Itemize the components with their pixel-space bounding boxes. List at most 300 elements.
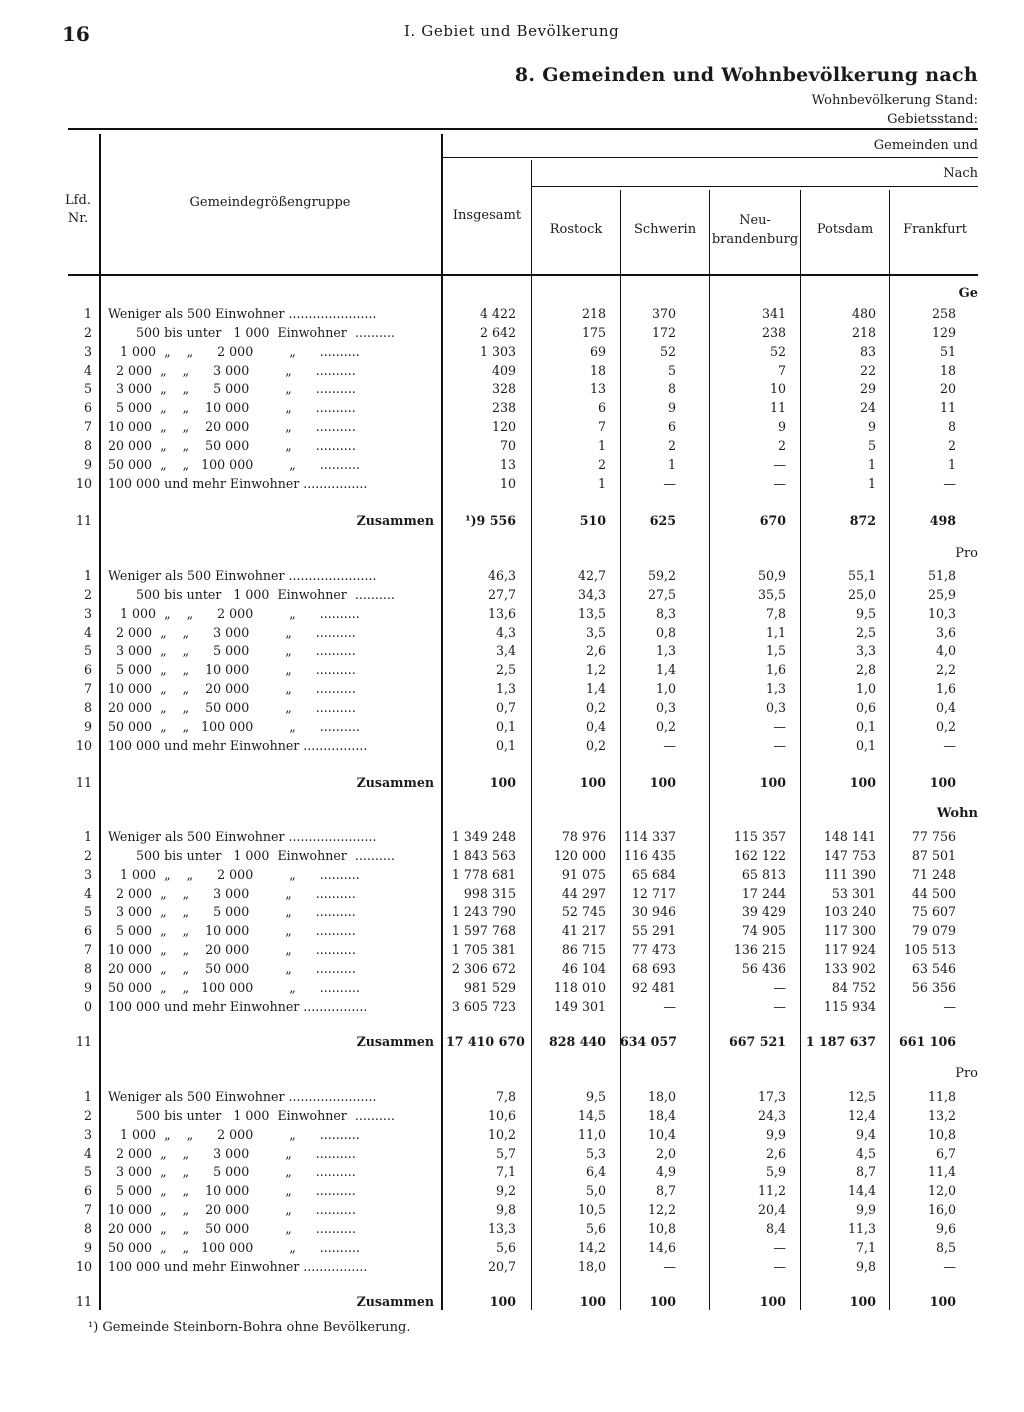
row-label: 2 000 „ „ 3 000 „ .......... — [108, 624, 356, 640]
cell-neu: 162 122 — [733, 847, 786, 863]
total-cell-fra: 100 — [929, 1294, 956, 1309]
cell-ins: 1 778 681 — [451, 866, 516, 882]
row-number: 2 — [83, 1107, 92, 1123]
cell-sch: 12 717 — [631, 885, 676, 901]
cell-pot: 1 — [867, 475, 876, 491]
cell-sch: 116 435 — [623, 847, 676, 863]
cell-fra: 105 513 — [903, 942, 956, 958]
total-cell-neu: 670 — [759, 513, 786, 528]
cell-pot: 83 — [859, 343, 876, 359]
cell-ros: 42,7 — [577, 568, 606, 583]
cell-ros: 11,0 — [577, 1126, 606, 1142]
cell-ins: 0,7 — [495, 699, 516, 715]
cell-ins: 1,3 — [495, 681, 516, 697]
cell-sch: 65 684 — [631, 866, 676, 882]
row-label: 1 000 „ „ 2 000 „ .......... — [108, 1126, 360, 1142]
cell-neu: 1,3 — [765, 681, 786, 697]
cell-ins: 13,3 — [487, 1220, 516, 1236]
row-label: Weniger als 500 Einwohner ...................... — [108, 568, 377, 583]
cell-ros: 91 075 — [561, 866, 606, 882]
row-label: 3 000 „ „ 5 000 „ .......... — [108, 381, 356, 397]
subtitle-gebietsstand: Gebietsstand: — [887, 112, 978, 127]
header-frankfurt: Frankfurt — [903, 222, 967, 237]
cell-pot: 0,1 — [855, 737, 876, 753]
cell-ros: 175 — [581, 324, 606, 340]
cell-pot: 9,9 — [855, 1202, 876, 1218]
row-label: 500 bis unter 1 000 Einwohner .......... — [108, 847, 395, 863]
cell-fra: 2,2 — [935, 662, 956, 678]
cell-ros: 86 715 — [561, 942, 606, 958]
cell-sch: 18,0 — [647, 1089, 676, 1104]
cell-sch: 8,3 — [655, 605, 676, 621]
cell-fra: 79 079 — [911, 923, 956, 939]
row-number: 5 — [83, 643, 92, 659]
cell-fra: 129 — [931, 324, 956, 340]
cell-ins: 328 — [491, 381, 516, 397]
cell-fra: 77 756 — [911, 829, 956, 844]
cell-sch: 68 693 — [631, 960, 676, 976]
cell-pot: 7,1 — [855, 1239, 876, 1255]
row-label: 100 000 und mehr Einwohner ................ — [108, 1258, 368, 1274]
cell-ros: 6,4 — [585, 1164, 606, 1180]
section-heading: Pro — [955, 546, 978, 561]
row-number: 1 — [83, 1089, 92, 1104]
cell-sch: 0,8 — [655, 624, 676, 640]
table-row — [0, 865, 1024, 884]
table-title: 8. Gemeinden und Wohnbevölkerung nach — [514, 64, 978, 86]
cell-pot: 12,4 — [847, 1107, 876, 1123]
cell-pot: 84 752 — [831, 979, 876, 995]
total-cell-sch: 634 057 — [620, 1034, 677, 1049]
cell-ros: 118 010 — [553, 979, 606, 995]
cell-fra: 4,0 — [935, 643, 956, 659]
cell-ins: 1 597 768 — [451, 923, 516, 939]
cell-fra: 51 — [939, 343, 956, 359]
total-cell-neu: 667 521 — [729, 1034, 786, 1049]
cell-fra: 44 500 — [911, 885, 956, 901]
cell-ins: 0,1 — [495, 737, 516, 753]
cell-pot: 0,1 — [855, 718, 876, 734]
cell-fra: 13,2 — [927, 1107, 956, 1123]
table-row — [0, 641, 1024, 660]
cell-ros: 69 — [589, 343, 606, 359]
header-gemeindegroessengruppe: Gemeindegrößengruppe — [189, 195, 351, 210]
row-number: 5 — [83, 381, 92, 397]
cell-ros: 0,4 — [585, 718, 606, 734]
table-row — [0, 902, 1024, 921]
cell-neu: 9,9 — [765, 1126, 786, 1142]
total-cell-fra: 661 106 — [899, 1034, 956, 1049]
total-cell-ins: 100 — [489, 775, 516, 790]
row-number: 8 — [83, 699, 92, 715]
cell-ins: 3,4 — [495, 643, 516, 659]
cell-sch: 59,2 — [647, 568, 676, 583]
row-number: 3 — [83, 866, 92, 882]
cell-ros: 52 745 — [561, 904, 606, 920]
total-cell-sch: 100 — [649, 1294, 676, 1309]
table-row — [0, 623, 1024, 642]
total-row — [0, 511, 1024, 530]
cell-ros: 46 104 — [561, 960, 606, 976]
cell-ins: 2 642 — [479, 324, 516, 340]
cell-sch: 77 473 — [631, 942, 676, 958]
cell-pot: 2,8 — [855, 662, 876, 678]
cell-neu: — — [773, 718, 786, 734]
row-label: 10 000 „ „ 20 000 „ .......... — [108, 942, 356, 958]
cell-sch: 10,8 — [647, 1220, 676, 1236]
cell-pot: 29 — [859, 381, 876, 397]
cell-sch: 114 337 — [623, 829, 676, 844]
row-number: 6 — [83, 1183, 92, 1199]
total-cell-ros: 100 — [579, 775, 606, 790]
cell-ros: 14,2 — [577, 1239, 606, 1255]
row-number: 4 — [83, 885, 92, 901]
row-number: 0 — [83, 998, 92, 1014]
cell-sch: 92 481 — [631, 979, 676, 995]
header-neubrandenburg-line2: brandenburg — [711, 232, 799, 247]
table-row — [0, 304, 1024, 323]
table-row — [0, 379, 1024, 398]
cell-ins: 5,7 — [495, 1145, 516, 1161]
cell-pot: 117 924 — [823, 942, 876, 958]
cell-sch: 18,4 — [647, 1107, 676, 1123]
table-row — [0, 1238, 1024, 1257]
cell-neu: 115 357 — [733, 829, 786, 844]
total-cell-neu: 100 — [759, 775, 786, 790]
cell-ros: 41 217 — [561, 923, 606, 939]
cell-neu: — — [773, 737, 786, 753]
cell-ros: 1,4 — [585, 681, 606, 697]
cell-sch: 370 — [651, 306, 676, 321]
cell-pot: 0,6 — [855, 699, 876, 715]
total-cell-ins: ¹)9 556 — [465, 513, 516, 528]
cell-pot: 9,5 — [855, 605, 876, 621]
header-sub-rule-2 — [532, 186, 978, 187]
header-potsdam: Potsdam — [816, 222, 874, 237]
row-number: 2 — [83, 324, 92, 340]
cell-ins: 5,6 — [495, 1239, 516, 1255]
row-number: 8 — [83, 1220, 92, 1236]
cell-neu: — — [773, 1239, 786, 1255]
cell-fra: 1,6 — [935, 681, 956, 697]
cell-ros: 2 — [597, 456, 606, 472]
row-number: 9 — [83, 456, 92, 472]
cell-fra: 10,8 — [927, 1126, 956, 1142]
row-label: 1 000 „ „ 2 000 „ .......... — [108, 343, 360, 359]
cell-fra: 51,8 — [927, 568, 956, 583]
total-cell-ins: 17 410 670 — [446, 1034, 525, 1049]
row-label: 5 000 „ „ 10 000 „ .......... — [108, 400, 356, 416]
total-cell-sch: 100 — [649, 775, 676, 790]
row-number: 10 — [75, 475, 92, 491]
cell-ins: 13,6 — [487, 605, 516, 621]
cell-ros: 10,5 — [577, 1202, 606, 1218]
row-label: 5 000 „ „ 10 000 „ .......... — [108, 923, 356, 939]
table-row — [0, 474, 1024, 493]
header-nr: Nr. — [67, 211, 89, 226]
cell-fra: 0,4 — [935, 699, 956, 715]
cell-fra: 3,6 — [935, 624, 956, 640]
cell-pot: 14,4 — [847, 1183, 876, 1199]
cell-pot: 147 753 — [823, 847, 876, 863]
cell-ins: 120 — [491, 419, 516, 435]
header-neubrandenburg-line1: Neu- — [739, 213, 771, 228]
cell-fra: 18 — [939, 362, 956, 378]
cell-ins: 7,1 — [495, 1164, 516, 1180]
header-nach: Nach — [943, 166, 978, 181]
cell-neu: 8,4 — [765, 1220, 786, 1236]
cell-fra: 1 — [947, 456, 956, 472]
row-number: 6 — [83, 662, 92, 678]
table-row — [0, 1144, 1024, 1163]
row-number: 5 — [83, 1164, 92, 1180]
cell-ins: 10,6 — [487, 1107, 516, 1123]
total-label: Zusammen — [356, 513, 434, 528]
table-row — [0, 361, 1024, 380]
cell-fra: 2 — [947, 437, 956, 453]
cell-fra: 11,4 — [927, 1164, 956, 1180]
cell-fra: 25,9 — [927, 586, 956, 602]
cell-pot: 2,5 — [855, 624, 876, 640]
cell-fra: 11,8 — [927, 1089, 956, 1104]
cell-neu: 24,3 — [757, 1107, 786, 1123]
row-label: 3 000 „ „ 5 000 „ .......... — [108, 643, 356, 659]
cell-pot: 24 — [859, 400, 876, 416]
row-number: 9 — [83, 1239, 92, 1255]
row-label: 20 000 „ „ 50 000 „ .......... — [108, 699, 356, 715]
table-row — [0, 959, 1024, 978]
cell-neu: 17,3 — [757, 1089, 786, 1104]
row-number: 4 — [83, 624, 92, 640]
cell-fra: 16,0 — [927, 1202, 956, 1218]
table-row — [0, 1125, 1024, 1144]
cell-sch: 1,3 — [655, 643, 676, 659]
row-number: 1 — [83, 568, 92, 583]
table-row — [0, 827, 1024, 846]
table-row — [0, 1200, 1024, 1219]
row-label: Weniger als 500 Einwohner ...................... — [108, 306, 377, 321]
row-number: 11 — [75, 1034, 92, 1049]
row-label: 1 000 „ „ 2 000 „ .......... — [108, 866, 360, 882]
cell-pot: 1,0 — [855, 681, 876, 697]
cell-neu: 50,9 — [757, 568, 786, 583]
cell-ros: 5,3 — [585, 1145, 606, 1161]
cell-ins: 7,8 — [495, 1089, 516, 1104]
cell-neu: 39 429 — [741, 904, 786, 920]
row-number: 9 — [83, 718, 92, 734]
header-insgesamt: Insgesamt — [452, 208, 522, 223]
cell-ros: 13,5 — [577, 605, 606, 621]
row-label: 2 000 „ „ 3 000 „ .......... — [108, 1145, 356, 1161]
cell-neu: 7,8 — [765, 605, 786, 621]
header-gemeinden-und: Gemeinden und — [873, 138, 978, 153]
cell-fra: 8 — [947, 419, 956, 435]
row-number: 7 — [83, 1202, 92, 1218]
cell-pot: 148 141 — [823, 829, 876, 844]
table-row — [0, 1219, 1024, 1238]
total-cell-pot: 100 — [849, 1294, 876, 1309]
row-number: 6 — [83, 400, 92, 416]
table-row — [0, 585, 1024, 604]
cell-pot: 4,5 — [855, 1145, 876, 1161]
cell-ros: 6 — [597, 400, 606, 416]
cell-fra: 71 248 — [911, 866, 956, 882]
cell-sch: — — [663, 998, 676, 1014]
cell-fra: 6,7 — [935, 1145, 956, 1161]
cell-pot: 12,5 — [847, 1089, 876, 1104]
subtitle-stand: Wohnbevölkerung Stand: — [811, 93, 978, 108]
total-cell-pot: 872 — [849, 513, 876, 528]
cell-neu: 56 436 — [741, 960, 786, 976]
cell-pot: 9,4 — [855, 1126, 876, 1142]
table-row — [0, 323, 1024, 342]
total-cell-ros: 510 — [579, 513, 606, 528]
cell-pot: 103 240 — [823, 904, 876, 920]
cell-sch: 0,3 — [655, 699, 676, 715]
total-cell-fra: 498 — [929, 513, 956, 528]
cell-pot: 218 — [851, 324, 876, 340]
cell-ins: 238 — [491, 400, 516, 416]
page-number: 16 — [62, 22, 90, 46]
cell-ins: 998 315 — [463, 885, 516, 901]
cell-fra: 258 — [931, 306, 956, 321]
table-row — [0, 1162, 1024, 1181]
cell-sch: 52 — [659, 343, 676, 359]
table-row — [0, 978, 1024, 997]
cell-sch: 10,4 — [647, 1126, 676, 1142]
row-number: 6 — [83, 923, 92, 939]
row-number: 8 — [83, 960, 92, 976]
table-row — [0, 884, 1024, 903]
cell-ros: 78 976 — [561, 829, 606, 844]
cell-fra: 12,0 — [927, 1183, 956, 1199]
row-label: 100 000 und mehr Einwohner ................ — [108, 475, 368, 491]
cell-ins: 1 705 381 — [451, 942, 516, 958]
row-label: 500 bis unter 1 000 Einwohner .......... — [108, 1107, 395, 1123]
cell-neu: 74 905 — [741, 923, 786, 939]
cell-sch: 9 — [667, 400, 676, 416]
cell-ins: 1 349 248 — [451, 829, 516, 844]
cell-sch: 172 — [651, 324, 676, 340]
row-number: 3 — [83, 1126, 92, 1142]
cell-sch: 2 — [667, 437, 676, 453]
table-row — [0, 997, 1024, 1016]
row-label: 10 000 „ „ 20 000 „ .......... — [108, 1202, 356, 1218]
cell-sch: 6 — [667, 419, 676, 435]
cell-neu: — — [773, 456, 786, 472]
total-cell-fra: 100 — [929, 775, 956, 790]
cell-ros: 149 301 — [553, 998, 606, 1014]
cell-sch: 1,0 — [655, 681, 676, 697]
cell-sch: — — [663, 737, 676, 753]
total-cell-neu: 100 — [759, 1294, 786, 1309]
cell-neu: 52 — [769, 343, 786, 359]
cell-neu: 1,6 — [765, 662, 786, 678]
cell-ins: 10,2 — [487, 1126, 516, 1142]
cell-neu: 1,1 — [765, 624, 786, 640]
section-heading: Ge — [958, 286, 978, 301]
cell-neu: 1,5 — [765, 643, 786, 659]
cell-fra: 8,5 — [935, 1239, 956, 1255]
table-row — [0, 1106, 1024, 1125]
table-row — [0, 436, 1024, 455]
row-label: Weniger als 500 Einwohner ...................... — [108, 1089, 377, 1104]
total-cell-sch: 625 — [649, 513, 676, 528]
cell-neu: 238 — [761, 324, 786, 340]
cell-sch: 27,5 — [647, 586, 676, 602]
table-row — [0, 455, 1024, 474]
header-schwerin: Schwerin — [633, 222, 697, 237]
running-head: I. Gebiet und Bevölkerung — [404, 22, 620, 40]
cell-ros: 1 — [597, 437, 606, 453]
row-number: 2 — [83, 847, 92, 863]
cell-pot: 5 — [867, 437, 876, 453]
cell-pot: 8,7 — [855, 1164, 876, 1180]
table-row — [0, 566, 1024, 585]
cell-ins: 10 — [499, 475, 516, 491]
row-label: 50 000 „ „ 100 000 „ .......... — [108, 979, 360, 995]
cell-ins: 13 — [499, 456, 516, 472]
table-row — [0, 717, 1024, 736]
table-row — [0, 940, 1024, 959]
cell-pot: 53 301 — [831, 885, 876, 901]
cell-sch: 5 — [667, 362, 676, 378]
table-row — [0, 342, 1024, 361]
cell-fra: 75 607 — [911, 904, 956, 920]
cell-neu: — — [773, 998, 786, 1014]
table-row — [0, 846, 1024, 865]
section-heading: Wohn — [936, 806, 978, 821]
row-label: 100 000 und mehr Einwohner ................ — [108, 998, 368, 1014]
cell-pot: 55,1 — [847, 568, 876, 583]
cell-pot: 115 934 — [823, 998, 876, 1014]
row-label: 2 000 „ „ 3 000 „ .......... — [108, 885, 356, 901]
total-row — [0, 1292, 1024, 1311]
cell-neu: 17 244 — [741, 885, 786, 901]
cell-neu: 136 215 — [733, 942, 786, 958]
cell-neu: 7 — [777, 362, 786, 378]
row-number: 4 — [83, 362, 92, 378]
row-number: 7 — [83, 681, 92, 697]
cell-ins: 1 843 563 — [451, 847, 516, 863]
table-row — [0, 417, 1024, 436]
cell-sch: 1 — [667, 456, 676, 472]
cell-ros: 5,0 — [585, 1183, 606, 1199]
table-row — [0, 698, 1024, 717]
row-number: 5 — [83, 904, 92, 920]
row-label: 50 000 „ „ 100 000 „ .......... — [108, 1239, 360, 1255]
header-lfd: Lfd. — [65, 193, 91, 208]
cell-ros: 9,5 — [585, 1089, 606, 1104]
row-label: 100 000 und mehr Einwohner ................ — [108, 737, 368, 753]
cell-neu: 2,6 — [765, 1145, 786, 1161]
total-cell-pot: 100 — [849, 775, 876, 790]
row-number: 8 — [83, 437, 92, 453]
row-number: 7 — [83, 419, 92, 435]
table-row — [0, 1087, 1024, 1106]
cell-ros: 1 — [597, 475, 606, 491]
cell-ros: 0,2 — [585, 737, 606, 753]
cell-neu: 9 — [777, 419, 786, 435]
row-number: 11 — [75, 1294, 92, 1309]
row-number: 7 — [83, 942, 92, 958]
cell-ins: 4,3 — [495, 624, 516, 640]
cell-ins: 70 — [499, 437, 516, 453]
cell-fra: 9,6 — [935, 1220, 956, 1236]
cell-fra: 63 546 — [911, 960, 956, 976]
cell-sch: — — [663, 475, 676, 491]
section-heading: Pro — [955, 1066, 978, 1081]
